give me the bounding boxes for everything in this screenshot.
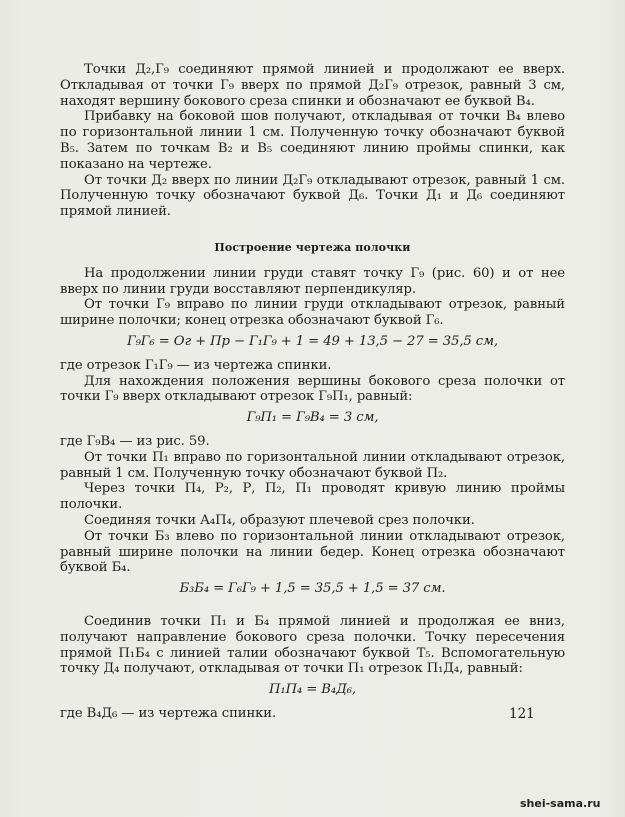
paragraph-k: где В₄Д₆ — из чертежа спинки. (60, 705, 277, 721)
paragraph-2: Прибавку на боковой шов получают, откладывая от точки В₄ влево по горизонтальной линии 1 см. Полученную точку обозначают буквой В₅. Затем по точкам В₂ и В₅ соединяют линию проймы спинки, как показано на чертеже. (60, 109, 565, 172)
site-watermark: shei-sama.ru (520, 797, 601, 810)
paragraph-d: Для нахождения положения вершины бокового среза полочки от точки Г₉ вверх откладывают отрезок Г₉П₁, равный: (60, 373, 565, 405)
paragraph-e: где Г₉В₄ — из рис. 59. (60, 433, 210, 449)
paragraph-a: На продолжении линии груди ставят точку Г₉ (рис. 60) и от нее вверх по линии груди восставляют перпендикуляр. (60, 265, 565, 297)
paragraph-j: Соединив точки П₁ и Б₄ прямой линией и продолжая ее вниз, получают направление бокового среза полочки. Точку пересечения прямой П₁Б₄ с линией талии обозначают буквой Т₅. Вспомогательную точку Д₄ получают, откладывая от точки П₁ отрезок П₁Д₄, равный: (60, 613, 565, 677)
formula-3: Б₃Б₄ = Г₆Г₉ + 1,5 = 35,5 + 1,5 = 37 см. (179, 581, 446, 597)
formula-2: Г₉П₁ = Г₉В₄ = 3 см, (246, 410, 379, 426)
formula-1: Г₉Г₆ = Oг + Пр − Г₁Г₉ + 1 = 49 + 13,5 − 27 = 35,5 см, (126, 333, 499, 349)
page-text-body (60, 62, 565, 722)
section-heading: Построение чертежа полочки (214, 240, 411, 254)
paragraph-i: От точки Б₃ влево по горизонтальной линии откладывают отрезок, равный ширине полочки на линии бедер. Конец отрезка обозначают буквой Б₄. (60, 528, 565, 576)
paragraph-f: От точки П₁ вправо по горизонтальной линии откладывают отрезок, равный 1 см. Полученную точку обозначают буквой П₂. (60, 449, 565, 481)
paragraph-b: От точки Г₉ вправо по линии груди откладывают отрезок, равный ширине полочки; конец отрезка обозначают буквой Г₆. (60, 297, 565, 329)
formula-4: П₁П₄ = В₄Д₆, (269, 682, 356, 698)
paragraph-c: где отрезок Г₁Г₉ — из чертежа спинки. (60, 357, 332, 373)
paragraph-h: Соединяя точки А₄П₄, образуют плечевой срез полочки. (84, 512, 475, 528)
paragraph-g: Через точки П₄, Р₂, Р, П₂, П₁ проводят кривую линию проймы полочки. (60, 481, 565, 513)
page-number: 121 (509, 706, 535, 722)
paragraph-1: Точки Д₂,Г₉ соединяют прямой линией и продолжают ее вверх. Откладывая от точки Г₉ вверх по прямой Д₂Г₉ отрезок, равный 3 см, находят вершину бокового среза спинки и обозначают ее буквой В₄. (60, 62, 565, 109)
paragraph-3: От точки Д₂ вверх по линии Д₂Г₉ откладывают отрезок, равный 1 см. Полученную точку обозначают буквой Д₆. Точки Д₁ и Д₆ соединяют прямой линией. (60, 172, 565, 220)
